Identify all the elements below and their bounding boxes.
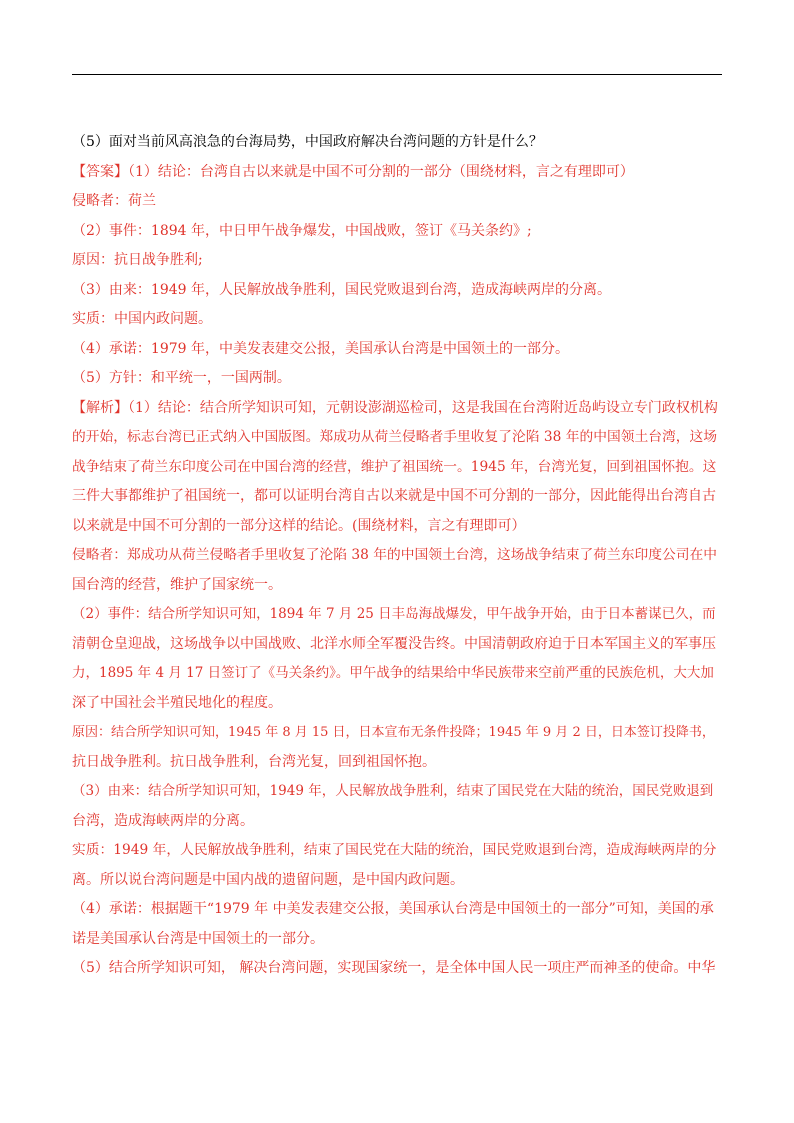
- answer-line-4: 原因：抗日战争胜利;: [72, 252, 203, 268]
- analysis-line-17: 离。所以说台湾问题是中国内战的遗留问题，是中国内政问题。: [72, 871, 464, 888]
- analysis-line-2: 的开始，标志台湾已正式纳入中国版图。郑成功从荷兰侵略者手里收复了沦陷 38 年的中国领土台湾，这场: [72, 429, 717, 445]
- answer-line-5: （3）由来：1949 年，人民解放战争胜利，国民党败退到台湾，造成海峡两岸的分离。: [72, 281, 611, 298]
- answer-line-1: 【答案】（1）结论：台湾自古以来就是中国不可分割的一部分（围绕材料，言之有理即可）: [72, 163, 634, 180]
- analysis-line-20: （5）结合所学知识可知， 解决台湾问题，实现国家统一，是全体中国人民一项庄严而神圣的使命。中华: [72, 960, 716, 976]
- analysis-line-18: （4）承诺：根据题干“1979 年 中美发表建交公报，美国承认台湾是中国领土的一部分”可知，美国的承: [72, 901, 714, 917]
- analysis-line-16: 实质：1949 年，人民解放战争胜利，结束了国民党在大陆的统治，国民党败退到台湾，造成海峡两岸的分: [72, 842, 717, 858]
- answer-tag: 【答案】: [72, 163, 128, 180]
- analysis-line-8: （2）事件：结合所学知识可知，1894 年 7 月 25 日丰岛海战爆发，甲午战争开始，由于日本蓄谋已久，而: [72, 606, 716, 622]
- analysis-line-10: 力，1895 年 4 月 17 日签订了《马关条约》。甲午战争的结果给中华民族带来空前严重的民族危机，大大加: [72, 665, 714, 681]
- document-body: [72, 130, 722, 981]
- analysis-line-12: 原因：结合所学知识可知，1945 年 8 月 15 日，日本宣布无条件投降；1945 年 9 月 2 日，日本签订投降书，: [72, 725, 715, 740]
- answer-line-7: （4）承诺：1979 年，中美发表建交公报，美国承认台湾是中国领土的一部分。: [72, 340, 569, 357]
- analysis-line-9: 清朝仓皇迎战，这场战争以中国战败、北洋水师全军覆没告终。中国清朝政府迫于日本军国主义的军事压: [72, 635, 716, 652]
- analysis-line-15: 台湾，造成海峡两岸的分离。: [72, 812, 254, 829]
- analysis-line-6: 侵略者：郑成功从荷兰侵略者手里收复了沦陷 38 年的中国领土台湾，这场战争结束了荷兰东印度公司在中: [72, 547, 717, 563]
- analysis-line-7: 国台湾的经营，维护了国家统一。: [72, 576, 282, 593]
- analysis-line-3: 战争结束了荷兰东印度公司在中国台湾的经营，维护了祖国统一。1945 年，台湾光复，回到祖国怀抱。这: [72, 458, 717, 475]
- analysis-line-4: 三件大事都维护了祖国统一，都可以证明台湾自古以来就是中国不可分割的一部分，因此能得出台湾自古: [72, 488, 716, 504]
- analysis-line-5: 以来就是中国不可分割的一部分这样的结论。(围绕材料，言之有理即可）: [72, 517, 526, 534]
- analysis-line-19: 诺是美国承认台湾是中国领土的一部分。: [72, 930, 324, 947]
- analysis-line-1: 【解析】（1）结论：结合所学知识可知，元朝设澎湖巡检司，这是我国在台湾附近岛屿设立专门政权机构: [72, 399, 718, 416]
- answer-line-2: 侵略者：荷兰: [72, 193, 156, 209]
- answer-line-3: （2）事件：1894 年，中日甲午战争爆发，中国战败，签订《马关条约》;: [72, 222, 532, 239]
- analysis-tag: 【解析】: [72, 399, 128, 416]
- question-5: （5）面对当前风高浪急的台海局势，中国政府解决台湾问题的方针是什么？: [72, 134, 543, 150]
- answer-line-6: 实质：中国内政问题。: [72, 311, 212, 327]
- analysis-line-13: 抗日战争胜利。抗日战争胜利，台湾光复，回到祖国怀抱。: [72, 753, 436, 770]
- analysis-line-14: （3）由来：结合所学知识可知，1949 年，人民解放战争胜利，结束了国民党在大陆的统治，国民党败退到: [72, 783, 714, 799]
- analysis-line-11: 深了中国社会半殖民地化的程度。: [72, 694, 282, 711]
- answer-line-8: （5）方针：和平统一，一国两制。: [72, 370, 291, 386]
- header-rule: [72, 74, 722, 75]
